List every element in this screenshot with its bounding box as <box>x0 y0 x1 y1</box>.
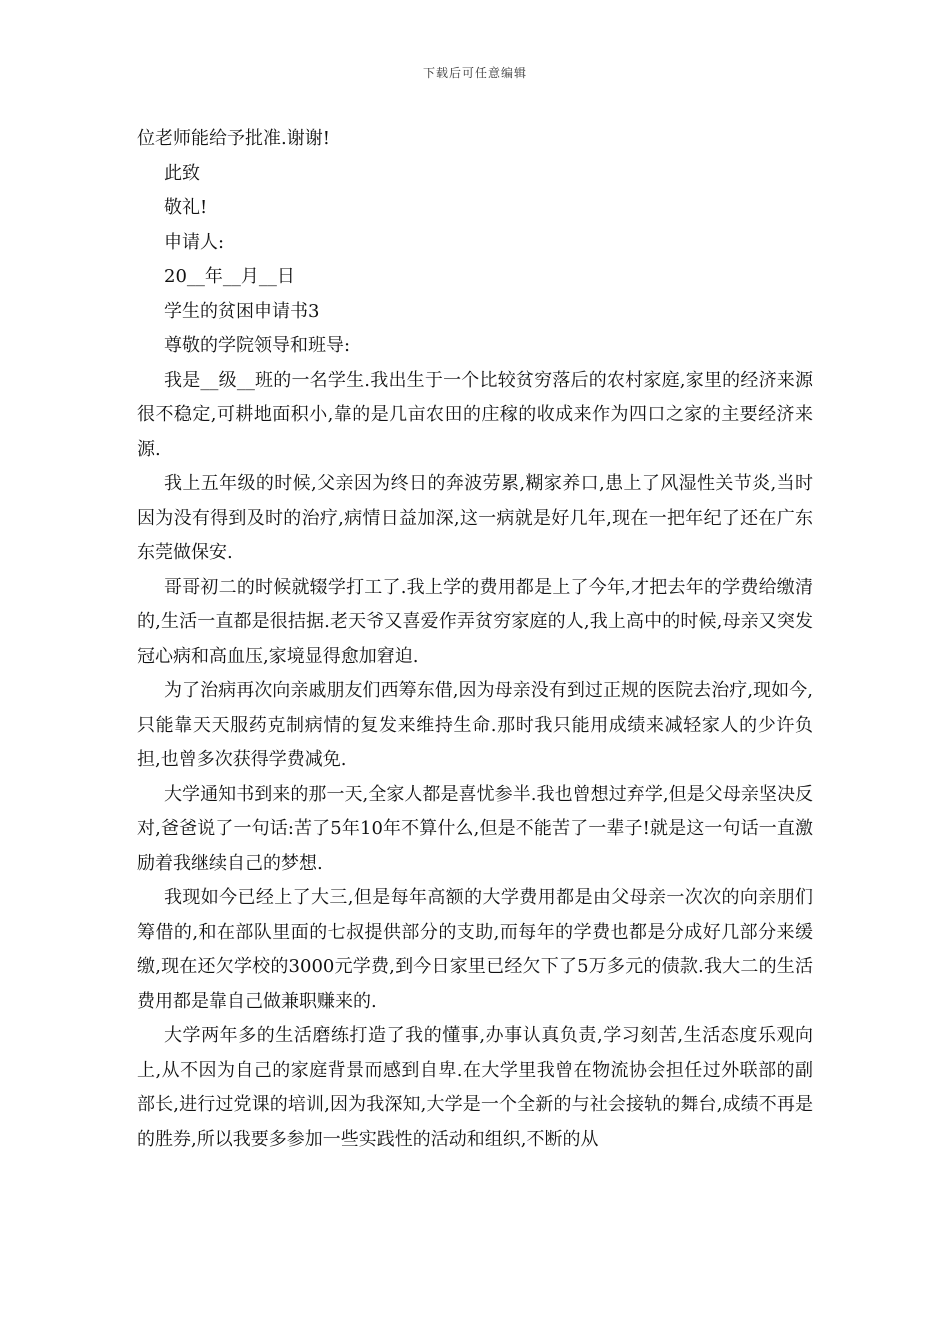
closing-regards: 敬礼! <box>164 197 208 218</box>
paragraph-father-illness: 我上五年级的时候,父亲因为终日的奔波劳累,糊家养口,患上了风湿性关节炎,当时因为没有得到及时的治疗,病情日益加深,这一病就是好几年,现在一把年纪了还在广东东莞做保安. <box>137 473 813 563</box>
greeting-line: 尊敬的学院领导和班导: <box>164 335 351 356</box>
paragraph-tuition-debt: 我现如今已经上了大三,但是每年高额的大学费用都是由父母亲一次次的向亲朋们筹借的,和在部队里面的七叔提供部分的支助,而每年的学费也都是分成好几部分来缓缴,现在还欠学校的3000元学费,到今日家里已经欠下了5万多元的债款.我大二的生活费用都是靠自己做兼职赚来的. <box>137 887 813 1012</box>
paragraph-brother-work: 哥哥初二的时候就辍学打工了.我上学的费用都是上了今年,才把去年的学费给缴清的,生活一直都是很拮据.老天爷又喜爱作弄贫穷家庭的人,我上高中的时候,母亲又突发冠心病和高血压,家境显得愈加窘迫. <box>137 576 813 667</box>
section-title: 学生的贫困申请书3 <box>164 300 320 322</box>
paragraph-admission-notice: 大学通知书到来的那一天,全家人都是喜忧参半.我也曾想过弃学,但是父母亲坚决反对,爸爸说了一句话:苦了5年10年不算什么,但是不能苦了一辈子!就是这一句话一直激励着我继续自己的梦想. <box>137 783 813 874</box>
closing-line-continuation: 位老师能给予批准.谢谢! <box>137 128 330 149</box>
applicant-label: 申请人: <box>164 231 225 253</box>
paragraph-university-life: 大学两年多的生活磨练打造了我的懂事,办事认真负责,学习刻苦,生活态度乐观向上,从不因为自己的家庭背景而感到自卑.在大学里我曾在物流协会担任过外联部的副部长,进行过党课的培训,因为我深知,大学是一个全新的与社会接轨的舞台,成绩不再是的胜券,所以我要多参加一些实践性的活动和组织,不断的从 <box>137 1025 813 1150</box>
paragraph-family-background: 我是__级__班的一名学生.我出生于一个比较贫穷落后的农村家庭,家里的经济来源很不稳定,可耕地面积小,靠的是几亩农田的庄稼的收成来作为四口之家的主要经济来源. <box>137 369 813 460</box>
document-body <box>137 122 813 1157</box>
page-header: 下载后可任意编辑 <box>422 66 527 80</box>
closing-salutation: 此致 <box>164 162 200 184</box>
paragraph-mother-treatment: 为了治病再次向亲戚朋友们西筹东借,因为母亲没有到过正规的医院去治疗,现如今,只能靠天天服药克制病情的复发来维持生命.那时我只能用成绩来减轻家人的少许负担,也曾多次获得学费减免. <box>137 680 813 770</box>
date-line: 20__年__月__日 <box>164 266 295 287</box>
